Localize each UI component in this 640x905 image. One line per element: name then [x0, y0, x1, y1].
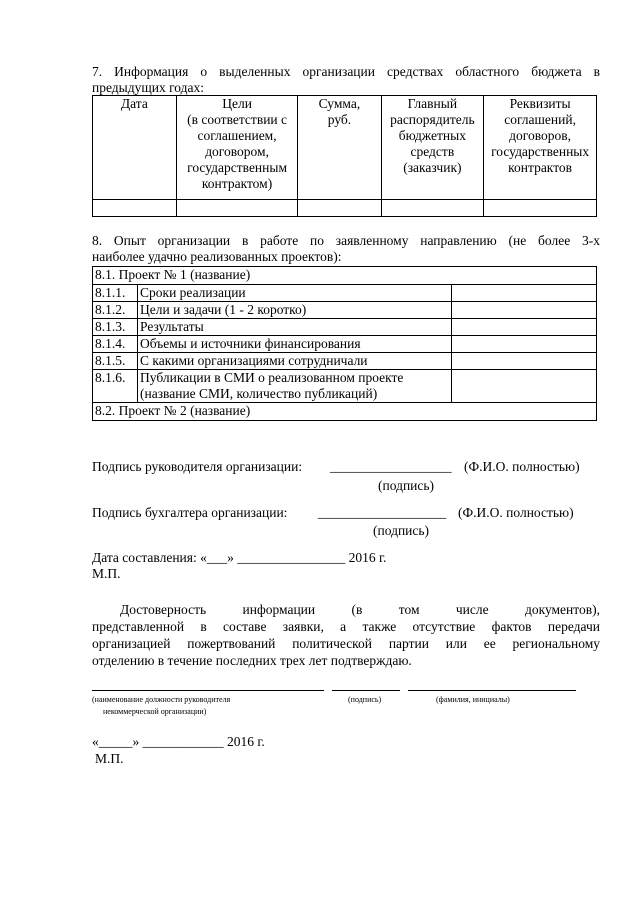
section7-heading-line1: 7. Информация о выделенных организации средствах областного бюджета в — [92, 64, 600, 79]
table-cell[interactable] — [484, 200, 597, 217]
row-value-cell[interactable] — [452, 285, 597, 302]
row-label — [138, 353, 452, 370]
bottom-date-line[interactable]: «_____» ____________ 2016 г. — [92, 734, 265, 749]
accountant-fio-caption: (Ф.И.О. полностью) — [458, 505, 574, 520]
row-number: 8.1.3. — [93, 319, 138, 336]
header-text-line: Дата — [120, 96, 148, 111]
stamp-place-1: М.П. — [92, 566, 121, 581]
table-row — [93, 370, 597, 403]
row-label — [138, 285, 452, 302]
name-caption: (фамилия, инициалы) — [436, 695, 510, 704]
header-text-line: Реквизиты — [509, 96, 571, 111]
header-text-line: распорядитель — [390, 112, 475, 127]
statement-line2: представленной в составе заявки, а также отсутствие фактов передачи — [92, 619, 600, 634]
row-number: 8.1.1. — [93, 285, 138, 302]
row-label — [138, 302, 452, 319]
col-manager — [381, 96, 484, 200]
table-cell[interactable] — [93, 200, 177, 217]
stamp-place-2: М.П. — [95, 751, 124, 766]
position-line[interactable] — [92, 690, 324, 691]
accountant-signature-caption: (подпись) — [373, 523, 430, 538]
table-row — [93, 302, 597, 319]
row-label-line: (название СМИ, количество публикаций) — [140, 386, 378, 401]
section8-heading-line1: 8. Опыт организации в работе по заявленному направлению (не более 3-х — [92, 233, 600, 248]
header-text-line: договоров, — [509, 128, 572, 143]
row-value-cell[interactable] — [452, 319, 597, 336]
row-label — [138, 370, 452, 403]
head-signature-label: Подпись руководителя организации: — [92, 459, 303, 474]
header-text-line: (заказчик) — [403, 160, 462, 175]
position-caption-1: (наименование должности руководителя — [92, 695, 231, 704]
header-text-line: соглашением, — [197, 128, 277, 143]
row-label-line: Публикации в СМИ о реализованном проекте — [140, 370, 404, 385]
table-cell[interactable] — [381, 200, 484, 217]
row-label — [138, 336, 452, 353]
experience-table — [92, 266, 597, 421]
row-number: 8.1.6. — [93, 370, 138, 403]
project1-row — [93, 267, 597, 285]
row-value-cell[interactable] — [452, 302, 597, 319]
statement-line1: Достоверность информации (в том числе документов), — [120, 602, 600, 617]
row-label-line: Цели и задачи (1 - 2 коротко) — [140, 302, 307, 317]
row-label-line: Результаты — [140, 319, 204, 334]
section8-heading-line2: наиболее удачно реализованных проектов): — [92, 249, 342, 264]
row-number: 8.1.5. — [93, 353, 138, 370]
budget-funds-table — [92, 95, 597, 217]
table-row — [93, 336, 597, 353]
header-text-line: руб. — [327, 112, 352, 127]
col-sum — [298, 96, 381, 200]
row-value-cell[interactable] — [452, 336, 597, 353]
statement-line3: организацией пожертвований политической партии или ее региональному — [92, 636, 600, 651]
row-label-line: С какими организациями сотрудничали — [140, 353, 368, 368]
accountant-signature-label: Подпись бухгалтера организации: — [92, 505, 288, 520]
header-text-line: Сумма, — [318, 96, 361, 111]
table-cell[interactable] — [298, 200, 381, 217]
row-label — [138, 319, 452, 336]
name-line[interactable] — [408, 690, 576, 691]
header-text-line: государственных — [491, 144, 590, 159]
table-row — [93, 319, 597, 336]
signature-caption: (подпись) — [348, 695, 382, 704]
header-text-line: контрактов — [508, 160, 573, 175]
statement-line4: отделению в течение последних трех лет подтверждаю. — [92, 653, 412, 668]
row-label-line: Сроки реализации — [140, 285, 246, 300]
header-text-line: контрактом) — [201, 176, 273, 191]
row-number: 8.1.4. — [93, 336, 138, 353]
row-value-cell[interactable] — [452, 370, 597, 403]
table-header-row — [93, 96, 597, 200]
header-text-line: государственным — [187, 160, 287, 175]
header-text-line: средств — [410, 144, 455, 159]
head-signature-blank[interactable]: __________________ — [330, 459, 452, 474]
compile-date-line[interactable]: Дата составления: «___» ________________ 2016 г. — [92, 550, 387, 565]
table-row — [93, 285, 597, 302]
header-text-line: Цели — [222, 96, 252, 111]
project2-row — [93, 403, 597, 421]
row-value-cell[interactable] — [452, 353, 597, 370]
head-signature-caption: (подпись) — [378, 478, 435, 493]
header-text-line: Главный — [407, 96, 458, 111]
table-row — [93, 200, 597, 217]
row-number: 8.1.2. — [93, 302, 138, 319]
signature-line[interactable] — [332, 690, 400, 691]
project1-title: 8.1. Проект № 1 (название) — [93, 267, 597, 285]
head-fio-caption: (Ф.И.О. полностью) — [464, 459, 580, 474]
header-text-line: бюджетных — [398, 128, 466, 143]
col-requisites — [484, 96, 597, 200]
table-cell[interactable] — [176, 200, 298, 217]
header-text-line: (в соответствии с — [187, 112, 288, 127]
header-text-line: договором, — [205, 144, 269, 159]
col-goals — [176, 96, 298, 200]
row-label-line: Объемы и источники финансирования — [140, 336, 361, 351]
position-caption-2: некоммерческой организации) — [103, 707, 207, 716]
table-row — [93, 353, 597, 370]
project2-title: 8.2. Проект № 2 (название) — [93, 403, 597, 421]
section7-heading-line2: предыдущих годах: — [92, 80, 205, 95]
col-date — [93, 96, 177, 200]
header-text-line: соглашений, — [504, 112, 576, 127]
accountant-signature-blank[interactable]: ___________________ — [318, 505, 447, 520]
